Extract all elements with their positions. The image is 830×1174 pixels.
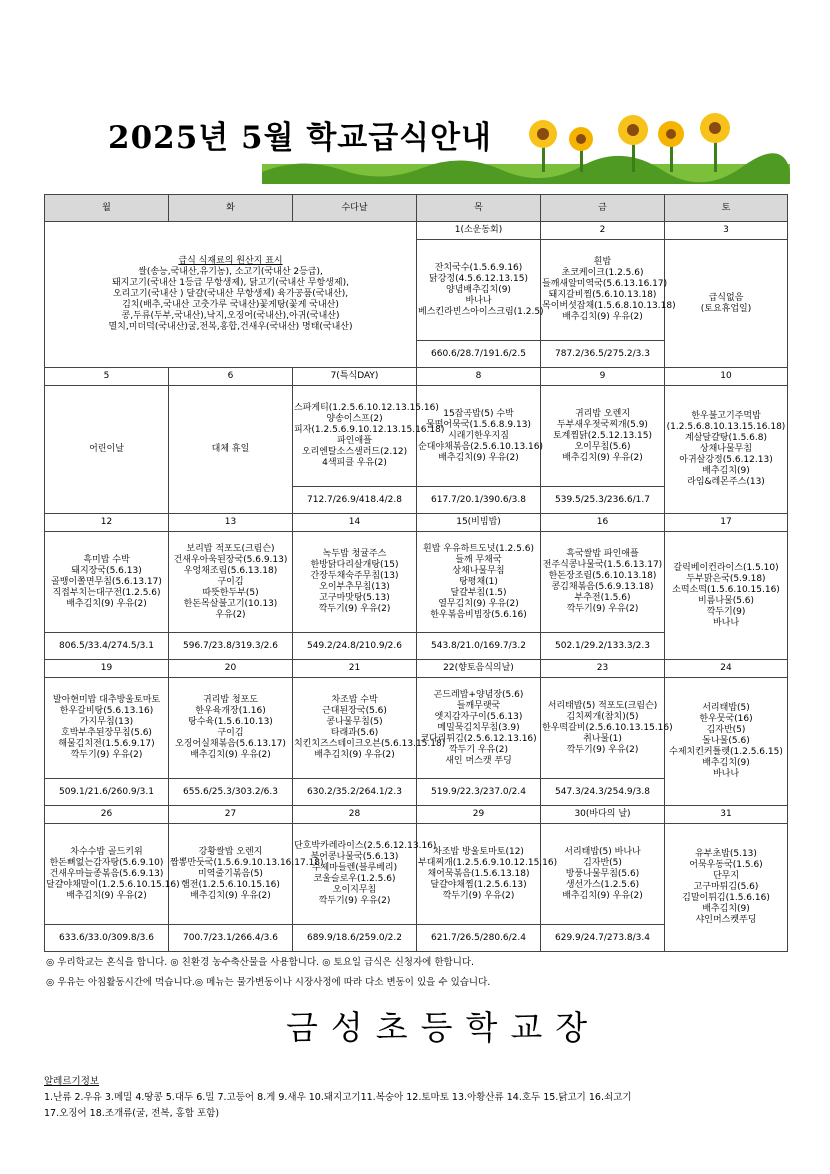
menu-row xyxy=(45,532,788,633)
menu-item: 아귀살강정(5.6.12.13) xyxy=(679,455,773,465)
nutrition-info: 689.9/18.6/259.0/2.2 xyxy=(293,925,417,952)
menu-item: 들깨새알미역국(5.6.13.16.17) xyxy=(542,279,668,289)
day-date: 28 xyxy=(293,806,417,824)
menu-row xyxy=(45,824,788,925)
nutrition-info: 660.6/28.7/191.6/2.5 xyxy=(417,341,541,368)
menu-item: 한우볶음비빔장(5.6.16) xyxy=(430,609,527,620)
menu-item: 가지무침(13) xyxy=(79,717,134,727)
menu-item: 배추김치(9) 우유(2) xyxy=(190,890,271,901)
menu-item: 배추김치(9) 우유(2) xyxy=(190,750,271,760)
menu-item: 보리밥 적포도(크림슨) xyxy=(186,543,275,554)
menu-row xyxy=(45,386,788,487)
menu-cell xyxy=(293,824,437,925)
menu-item: 발아현미밥 대추방울토마토 xyxy=(52,695,161,705)
nutrition-info: 700.7/23.1/266.4/3.6 xyxy=(169,925,293,952)
menu-item: 깍두기(9) 우유(2) xyxy=(566,744,639,755)
weekday-header: 금 xyxy=(541,195,665,222)
menu-item: 메밀묵김치무침(3.9) xyxy=(437,722,520,733)
menu-item: 호박부추된장무침(5.6) xyxy=(61,728,152,738)
nutrition-info: 547.3/24.3/254.9/3.8 xyxy=(541,779,665,806)
day-date: 7(특식DAY) xyxy=(293,368,417,386)
date-row xyxy=(45,368,788,386)
menu-item: 목이버섯잡채(1.5.6.8.10.13.18) xyxy=(542,301,676,311)
menu-item: 흰밥 xyxy=(593,257,612,267)
menu-item: 양념배추김치(9) xyxy=(446,284,511,295)
menu-item: 오이부추무침(13) xyxy=(319,582,390,592)
day-date: 20 xyxy=(169,660,293,678)
menu-item: 수제치킨커틀렛(1.2.5.6.15) xyxy=(669,747,783,757)
nutrition-info: 806.5/33.4/274.5/3.1 xyxy=(45,633,169,660)
note-line: ◎ 우리학교는 혼식을 합니다. ◎ 친환경 농수축산물을 사용합니다. ◎ 토요일 급식은 신청자에 한합니다. xyxy=(46,957,475,968)
menu-item: 배추김치(9) 우유(2) xyxy=(438,452,519,463)
menu-item: 상채나물무침 xyxy=(452,565,505,576)
day-date: 3 xyxy=(665,222,788,240)
menu-item: 깍두기(9) 우유(2) xyxy=(318,896,391,906)
menu-item: 건새우아욱된장국(5.6.9.13) xyxy=(173,554,288,565)
menu-item: 배추김치(9) 우유(2) xyxy=(66,598,147,609)
menu-item: 한방닭다리살개탕(15) xyxy=(310,560,399,570)
origin-title: 급식 식재료의 원산지 표시 xyxy=(178,256,283,266)
menu-item: 물떡어묵국(1.5.6.8.9.13) xyxy=(426,419,531,430)
menu-item: 귀리밥 오렌지 xyxy=(574,408,631,419)
weekday-header: 토 xyxy=(665,195,788,222)
menu-item: 서리태밥(5) xyxy=(702,703,750,713)
menu-item: 부추전(1.5.6) xyxy=(574,593,631,603)
menu-item: 채어묵볶음(1.5.6.13.18) xyxy=(427,868,530,879)
menu-item: 파인애플 xyxy=(337,436,372,446)
menu-item: 베스킨라빈스아이스크림(1.2.5) xyxy=(418,306,544,317)
menu-item: 배추김치(9) 우유(2) xyxy=(314,750,395,760)
menu-item: 한우뭇국(16) xyxy=(699,714,753,724)
menu-item: 수제마들렌(블루베리) xyxy=(311,863,398,873)
menu-item: 들깨 무채국 xyxy=(455,554,502,565)
menu-item: 직접부치는대구전(1.2.5.6) xyxy=(52,587,161,598)
menu-cell xyxy=(45,532,169,633)
menu-item: 배추김치(9) 우유(2) xyxy=(562,452,643,463)
menu-item: 차수수밥 골드키위 xyxy=(70,846,143,857)
nutrition-info: 629.9/24.7/273.8/3.4 xyxy=(541,925,665,952)
allergy-line: 1.난류 2.우유 3.메밀 4.땅콩 5.대두 6.밀 7.고등어 8.게 9.새우 10.돼지고기11.복숭아 12.토마토 13.아황산류 14.호두 15.닭고기 16.쇠고기 xyxy=(44,1092,632,1103)
menu-cell xyxy=(665,824,788,952)
menu-item: 방풍나물무침(5.6) xyxy=(565,868,640,879)
origin-line: 오리고기(국내산 ) 달걀(국내산 무항생제) 육가공품(국내산), xyxy=(112,289,349,299)
menu-cell xyxy=(541,386,665,487)
menu-item: 골뱅이쫄면무침(5.6.13.17) xyxy=(51,576,162,587)
menu-item: 계살달걀탕(1.5.6.8) xyxy=(685,433,767,443)
menu-item: 한우불고기주먹밥 xyxy=(691,411,761,421)
holiday-text: 어린이날 xyxy=(89,444,124,454)
menu-cell xyxy=(665,386,788,514)
menu-cell xyxy=(665,678,788,806)
origin-line: 쌀(송능,국내산,유기농), 소고기(국내산 2등급), xyxy=(138,267,323,277)
menu-item: 피자(1.2.5.6.9.10.12.13.15.16.18) xyxy=(294,425,445,435)
menu-item: 따뜻한두부(5) xyxy=(202,587,259,598)
menu-item: 깍두기(9) 우유(2) xyxy=(442,890,515,901)
nutrition-info: 617.7/20.1/390.6/3.8 xyxy=(417,487,541,514)
menu-cell xyxy=(417,386,544,487)
day-date: 19 xyxy=(45,660,169,678)
menu-cell xyxy=(541,678,673,779)
weekday-header: 목 xyxy=(417,195,541,222)
day-date: 22(향토음식의날) xyxy=(417,660,541,678)
menu-item: 한우갈비탕(5.6.13.16) xyxy=(59,706,154,716)
menu-item: 들깨무랫국 xyxy=(456,700,501,711)
day-date: 26 xyxy=(45,806,169,824)
menu-item: 짬뽕만둣국(1.5.6.9.10.13.16.17.18) xyxy=(170,857,324,868)
nutrition-info: 630.2/35.2/264.1/2.3 xyxy=(293,779,417,806)
menu-item: 두부새우젓국찌개(5.9) xyxy=(557,419,648,430)
menu-item: 돌나물(5.6) xyxy=(702,736,750,746)
menu-item: 햄전(1.2.5.6.10.15.16) xyxy=(181,879,280,890)
menu-item: 순대야채볶음(2.5.6.10.13.16) xyxy=(418,441,544,452)
menu-item: 코다리튀김(2.5.6.12.13.16) xyxy=(420,733,537,744)
menu-item: 깍두기(9) 우유(2) xyxy=(70,750,143,760)
menu-item: 차조밥 수박 xyxy=(331,695,378,705)
menu-item: 코울슬로우(1.2.5.6) xyxy=(313,874,396,884)
menu-item: 두부맑은국(5.9.18) xyxy=(686,573,766,584)
menu-item: 돼지갈비찜(5.6.10.13.18) xyxy=(548,290,657,300)
holiday-cell xyxy=(45,386,169,514)
menu-item: 깍두기(9) xyxy=(706,606,746,617)
menu-item: 엣지감자구이(5.6.13) xyxy=(434,711,523,722)
menu-item: 잔치국수(1.5.6.9.16) xyxy=(434,262,523,273)
allergy-info xyxy=(44,1074,789,1122)
menu-item: 고구마튀김(5.6) xyxy=(693,882,759,892)
weekday-header: 월 xyxy=(45,195,169,222)
menu-item: 흑미밥 수박 xyxy=(83,554,130,565)
menu-item: 배추김치(9) xyxy=(702,758,750,768)
origin-line: 멸치,미더덕(국내산)굴,전복,홍합,건새우(국내산) 명태(국내산) xyxy=(108,322,353,332)
day-date: 1(소운동회) xyxy=(417,222,541,240)
notes-section xyxy=(46,953,786,993)
menu-item: 한돈목살불고기(10.13) xyxy=(183,598,278,609)
menu-item: 깍두기(9) 우유(2) xyxy=(566,604,639,614)
menu-item: 단무지 xyxy=(712,871,740,881)
menu-item: 바나나 xyxy=(712,769,740,779)
menu-item: 타래과(5.6) xyxy=(330,728,379,738)
menu-item: 토계찜닭(2.5.12.13.15) xyxy=(552,430,653,441)
menu-cell xyxy=(169,532,293,633)
nutrition-info: 509.1/21.6/260.9/3.1 xyxy=(45,779,169,806)
menu-item: 배추김치(9) xyxy=(702,466,750,476)
holiday-text: 급식없음 xyxy=(708,292,744,303)
day-date: 14 xyxy=(293,514,417,532)
menu-item: 차조밥 방울토마토(12) xyxy=(433,846,524,857)
date-row xyxy=(45,660,788,678)
menu-item: 한돈장조림(5.6.10.13.18) xyxy=(548,571,657,581)
principal-signature: 금성초등학교장 xyxy=(286,1008,601,1047)
menu-item: 유부초밥(5.13) xyxy=(695,849,757,859)
day-date: 13 xyxy=(169,514,293,532)
menu-item: 흑국쌀밥 파인애플 xyxy=(566,549,639,559)
menu-item: 닭강정(4.5.6.12.13.15) xyxy=(429,273,528,284)
weekday-header-row xyxy=(45,195,788,222)
menu-item: 곤드레밥+양념장(5.6) xyxy=(433,689,524,700)
menu-item: 생선가스(1.2.5.6) xyxy=(565,879,640,890)
menu-item: 배추김치(9) xyxy=(702,904,750,914)
day-date: 16 xyxy=(541,514,665,532)
menu-item: 서리태밥(5) 바나나 xyxy=(564,846,641,857)
day-date: 10 xyxy=(665,368,788,386)
day-date: 12 xyxy=(45,514,169,532)
menu-item: 오리엔탈소스샐러드(2.12) xyxy=(301,447,408,457)
menu-item: 우유(2) xyxy=(215,609,246,620)
nutrition-info: 549.2/24.8/210.9/2.6 xyxy=(293,633,417,660)
menu-item: 바나나 xyxy=(712,617,740,628)
menu-item: 열무김치(9) 우유(2) xyxy=(438,598,519,609)
menu-item: 새인 머스캣 푸딩 xyxy=(445,755,512,766)
nutrition-info: 655.6/25.3/303.2/6.3 xyxy=(169,779,293,806)
menu-item: 달걀야채찜(1.2.5.6.13) xyxy=(430,879,527,890)
menu-cell xyxy=(169,678,293,779)
menu-cell xyxy=(293,678,446,779)
nutrition-info: 596.7/23.8/319.3/2.6 xyxy=(169,633,293,660)
day-date: 31 xyxy=(665,806,788,824)
menu-item: 콩나물무침(5) xyxy=(326,717,383,727)
nutrition-info: 621.7/26.5/280.6/2.4 xyxy=(417,925,541,952)
day-date: 17 xyxy=(665,514,788,532)
menu-item: 구이김 xyxy=(217,728,244,738)
nutrition-info: 633.6/33.0/309.8/3.6 xyxy=(45,925,169,952)
menu-item: 오이무침(5.6) xyxy=(574,441,631,452)
menu-cell xyxy=(541,240,676,341)
menu-item: 소떡소떡(1.5.6.10.15.16) xyxy=(672,584,780,595)
menu-item: 김말이튀김(1.5.6.16) xyxy=(682,893,770,903)
origin-line: 돼지고기(국내산 1등급 무항생제), 닭고기(국내산 무항생제), xyxy=(112,278,349,288)
holiday-cell xyxy=(665,240,788,368)
day-date: 9 xyxy=(541,368,665,386)
menu-item: 간장두채숙주무침(13) xyxy=(310,571,399,581)
menu-item: 강황쌀밥 오렌지 xyxy=(198,846,263,857)
menu-item: 비름나물(5.6) xyxy=(697,595,755,606)
menu-item: 상채나물무침 xyxy=(699,444,753,454)
menu-item: 갈릭베이컨라이스(1.5.10) xyxy=(673,562,779,573)
menu-item: 흰밥 우유하트도넛(1.2.5.6) xyxy=(423,543,534,554)
menu-item: 4색피클 우유(2) xyxy=(322,458,387,468)
menu-item: 돼지장국(5.6.13) xyxy=(71,565,142,576)
holiday-text: (토요휴업일) xyxy=(700,303,752,314)
menu-item: 고구마맛탕(5.13) xyxy=(319,593,390,603)
nutrition-info: 539.5/25.3/236.6/1.7 xyxy=(541,487,665,514)
menu-item: 시래기한우지짐 xyxy=(448,430,509,441)
nutrition-info: 502.1/29.2/133.3/2.3 xyxy=(541,633,665,660)
date-row xyxy=(45,222,788,240)
menu-item: (1.2.5.6.8.10.13.15.16.18) xyxy=(666,422,786,432)
menu-item: 한우떡갈비(2.5.6.10.13.15.16) xyxy=(542,722,673,733)
menu-item: 치킨치즈스테이크오븐(5.6.13.15.18) xyxy=(294,739,446,749)
menu-item: 전주식콩나물국(1.5.6.13.17) xyxy=(542,560,663,570)
menu-cell xyxy=(293,532,417,633)
weekday-header: 화 xyxy=(169,195,293,222)
menu-cell xyxy=(541,532,665,633)
weekday-header: 수다날 xyxy=(293,195,417,222)
menu-cell xyxy=(417,240,544,341)
menu-cell xyxy=(169,824,324,925)
nutrition-info: 787.2/36.5/275.2/3.3 xyxy=(541,341,665,368)
menu-item: 오이지무침 xyxy=(332,885,377,895)
menu-item: 샤인머스켓푸딩 xyxy=(695,915,757,925)
menu-item: 콩김채볶음(5.6.9.13.18) xyxy=(551,582,654,592)
menu-item: 15잡곡밥(5) 수박 xyxy=(443,408,514,419)
menu-item: 달걀야채말이(1.2.5.6.10.15.16) xyxy=(46,879,180,890)
menu-cell xyxy=(417,824,558,925)
day-date: 5 xyxy=(45,368,169,386)
day-date: 8 xyxy=(417,368,541,386)
origin-line: 김치(배추,국내산 고춧가루 국내산)꽃게탕(꽃게 국내산) xyxy=(122,300,339,310)
menu-item: 우엉채조림(5.6.13.18) xyxy=(183,565,278,576)
menu-item: 녹두밥 청귤주스 xyxy=(322,549,387,559)
menu-item: 건새우마늘종볶음(5.6.9.13) xyxy=(49,868,164,879)
holiday-cell xyxy=(169,386,293,514)
sunflower-illustration xyxy=(262,112,790,184)
menu-row xyxy=(45,678,788,779)
menu-item: 초코케이크(1.2.5.6) xyxy=(561,268,644,278)
menu-item: 한돈뼈없는감자탕(5.6.9.10) xyxy=(49,857,164,868)
origin-line: 콩,두류(두부,국내산),낙지,오징어(국내산),아귀(국내산) xyxy=(121,311,340,321)
note-line: ◎ 우유는 아침활동시간에 먹습니다.◎ 메뉴는 물가변동이나 시장사정에 따라 다소 변동이 있을 수 있습니다. xyxy=(46,977,491,988)
menu-item: 단호박카레라이스(2.5.6.12.13.16) xyxy=(294,841,437,851)
menu-cell xyxy=(541,824,665,925)
menu-item: 구이김 xyxy=(217,576,244,587)
menu-item: 해물김치전(1.5.6.9.17) xyxy=(58,739,155,749)
menu-item: 양송이스프(2) xyxy=(326,414,383,424)
date-row xyxy=(45,514,788,532)
day-date: 29 xyxy=(417,806,541,824)
menu-item: 북어콩나물국(5.6.13) xyxy=(310,852,399,862)
menu-item: 라임&레몬주스(13) xyxy=(687,477,765,487)
day-date: 23 xyxy=(541,660,665,678)
menu-cell xyxy=(417,532,541,633)
day-date: 24 xyxy=(665,660,788,678)
day-date: 27 xyxy=(169,806,293,824)
day-date: 15(비빔밥) xyxy=(417,514,541,532)
menu-item: 근대된장국(5.6) xyxy=(322,706,387,716)
menu-item: 배추김치(9) 우유(2) xyxy=(562,890,643,901)
menu-item: 깍두기 우유(2) xyxy=(448,744,509,755)
allergy-line: 17.오징어 18.조개류(굴, 전복, 홍합 포함) xyxy=(44,1108,220,1119)
menu-item: 귀리밥 청포도 xyxy=(202,695,259,705)
menu-item: 부대찌개(1.2.5.6.9.10.12.15.16) xyxy=(418,857,558,868)
page-title: 2025년 5월 학교급식안내 xyxy=(108,120,493,156)
origin-info xyxy=(45,222,417,368)
menu-cell xyxy=(417,678,541,779)
menu-item: 한우육개장(1.16) xyxy=(195,706,266,716)
menu-item: 탕평채(1) xyxy=(459,576,498,587)
day-date: 6 xyxy=(169,368,293,386)
meal-calendar-table xyxy=(44,194,788,952)
day-date: 2 xyxy=(541,222,665,240)
date-row xyxy=(45,806,788,824)
menu-item: 달걀부침(1.5) xyxy=(450,587,507,598)
menu-item: 스파게티(1.2.5.6.10.12.13.15.16) xyxy=(294,403,439,413)
menu-item: 배추김치(9) 우유(2) xyxy=(66,890,147,901)
menu-item: 미역줄기볶음(5) xyxy=(198,868,263,879)
holiday-text: 대체 휴일 xyxy=(211,444,250,454)
allergy-title: 알레르기정보 xyxy=(44,1076,100,1087)
nutrition-info: 519.9/22.3/237.0/2.4 xyxy=(417,779,541,806)
day-date: 21 xyxy=(293,660,417,678)
nutrition-info: 712.7/26.9/418.4/2.8 xyxy=(293,487,417,514)
menu-item: 오징어실채볶음(5.6.13.17) xyxy=(175,739,286,749)
nutrition-info: 543.8/21.0/169.7/3.2 xyxy=(417,633,541,660)
menu-item: 어묵우동국(1.5.6) xyxy=(689,860,763,870)
day-date: 30(바다의 날) xyxy=(541,806,665,824)
menu-item: 김치찌개(참치)(5) xyxy=(566,711,639,722)
menu-item: 바나나 xyxy=(465,295,492,306)
menu-cell xyxy=(45,824,180,925)
menu-item: 배추김치(9) 우유(2) xyxy=(562,312,643,322)
menu-item: 서리태밥(5) 적포도(크림슨) xyxy=(547,700,658,711)
menu-cell xyxy=(665,532,788,660)
menu-item: 취나물(1) xyxy=(583,733,622,744)
menu-item: 탕수육(1.5.6.10.13) xyxy=(188,717,273,727)
menu-cell xyxy=(293,386,445,487)
menu-item: 깍두기(9) 우유(2) xyxy=(318,604,391,614)
menu-cell xyxy=(45,678,169,779)
menu-item: 김자반(5) xyxy=(583,857,622,868)
menu-item: 김자반(5) xyxy=(706,725,746,735)
